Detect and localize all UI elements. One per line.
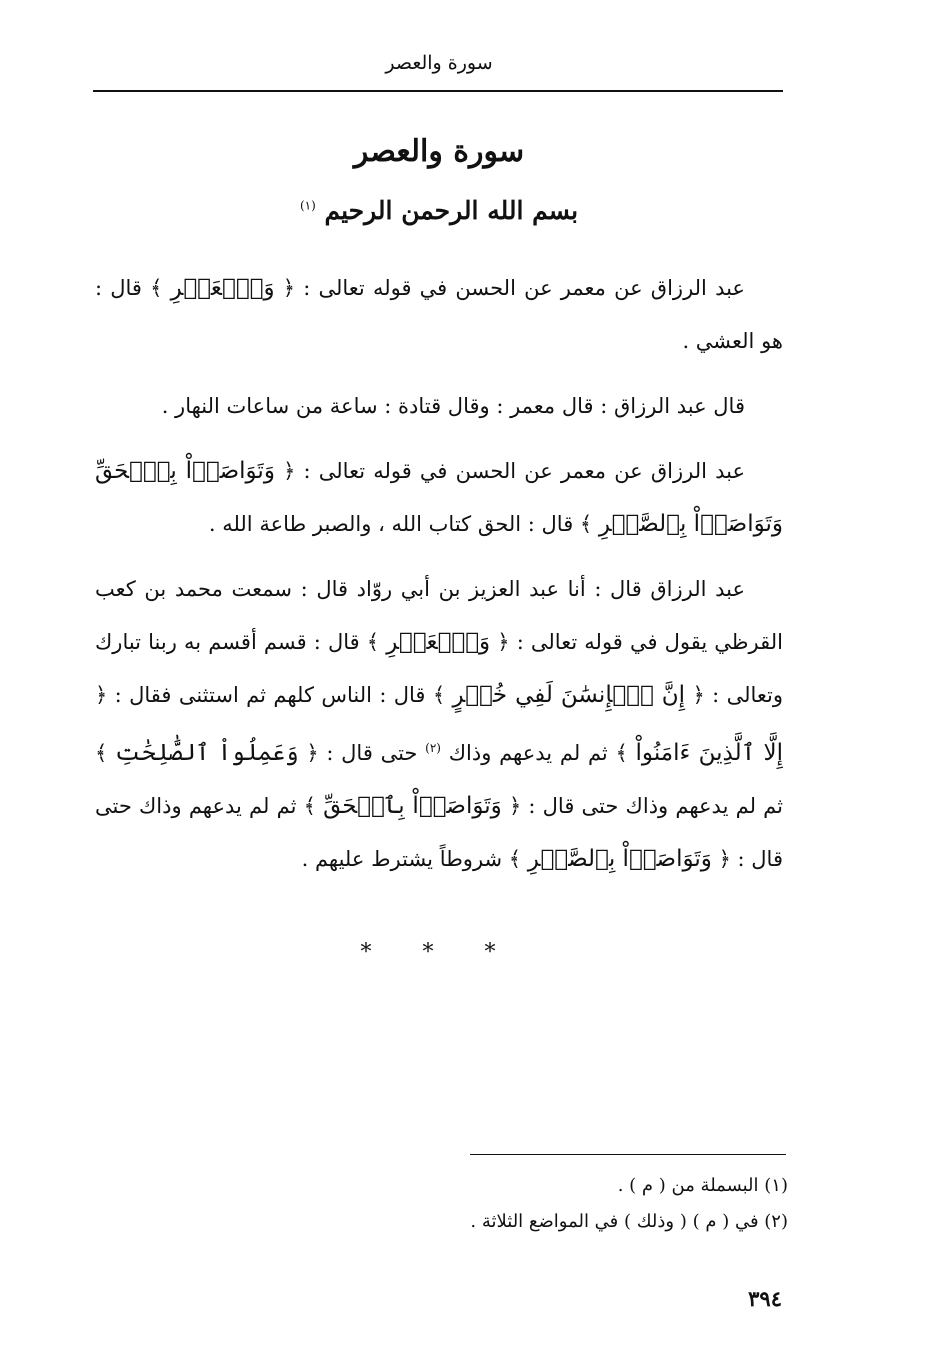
paragraph-text: ﴾ قال : هو العشي .: [95, 276, 783, 353]
running-header: سورة والعصر: [385, 52, 493, 74]
paragraph-text: ﴾ شروطاً يشترط عليهم .: [301, 847, 522, 871]
body-text: [95, 262, 783, 898]
paragraph: [95, 445, 783, 551]
surah-title: سورة والعصر: [353, 134, 525, 169]
paragraph-text: ﴾ قال : الحق كتاب الله ، والصبر طاعة الله .: [208, 512, 593, 536]
paragraph: [95, 380, 783, 433]
page-number: ٣٩٤: [748, 1286, 782, 1311]
paragraph-text: ﴾ ثم لم يدعهم وذاك حتى قال : ﴿: [95, 794, 783, 871]
paragraph: [95, 262, 783, 368]
paragraph-text: عبد الرزاق عن معمر عن الحسن في قوله تعالى : ﴿: [282, 276, 745, 300]
quran-verse: إِلَّا ٱلَّذِينَ ءَامَنُواْ: [635, 740, 783, 766]
footnote-marker: (١): [299, 198, 316, 213]
header-rule: [93, 90, 783, 92]
quran-verse: وَعَمِلُواْ ٱلصَّٰلِحَٰتِ: [115, 740, 299, 766]
quran-verse: وَتَوَاصَوۡاْ بِٱلۡحَقِّ وَتَوَاصَوۡاْ بِٱلصَّبۡرِ: [95, 458, 783, 537]
quran-verse: وَٱلۡعَصۡرِ: [386, 629, 491, 655]
paragraph-text: ﴾ قال : الناس كلهم ثم استثنى فقال : ﴿: [95, 683, 446, 707]
paragraph-text: قال عبد الرزاق : قال معمر : وقال قتادة : ساعة من ساعات النهار .: [161, 394, 745, 418]
footnote: (١) البسملة من ( م ) .: [617, 1175, 788, 1196]
paragraph-text: عبد الرزاق عن معمر عن الحسن في قوله تعالى : ﴿: [283, 459, 745, 483]
footnotes: [300, 1168, 788, 1240]
paragraph-text: حتى قال : ﴿: [306, 741, 418, 765]
paragraph-text: ﴾ ثم لم يدعهم وذاك حتى قال : ﴿: [95, 741, 783, 818]
quran-verse: إِنَّ ٱلۡإِنسَٰنَ لَفِي خُسۡرٍ: [452, 682, 686, 708]
basmala-text: بسم الله الرحمن الرحيم: [324, 196, 579, 225]
paragraph-text: عبد الرزاق قال : أنا عبد العزيز بن أبي روّاد قال : سمعت محمد بن كعب القرظي يقول في قوله تعالى : ﴿: [95, 577, 783, 654]
quran-verse: وَتَوَاصَوۡاْ بِٱلۡحَقِّ: [323, 793, 502, 819]
quran-verse: وَٱلۡعَصۡرِ: [170, 275, 275, 301]
footnote-marker: (٢): [425, 741, 441, 755]
footnote: (٢) في ( م ) ( وذلك ) في المواضع الثلاثة .: [470, 1211, 788, 1232]
basmala-heading: [96, 196, 782, 225]
footnote-rule: [470, 1154, 786, 1155]
paragraph-text: ﴾ ثم لم يدعهم وذاك: [448, 741, 628, 765]
section-separator: * * *: [360, 940, 518, 965]
paragraph: [95, 563, 783, 886]
paragraph-text: ﴾ قال : قسم أقسم به ربنا تبارك وتعالى : ﴿: [95, 630, 783, 707]
quran-verse: وَتَوَاصَوۡاْ بِٱلصَّبۡرِ: [527, 846, 712, 872]
